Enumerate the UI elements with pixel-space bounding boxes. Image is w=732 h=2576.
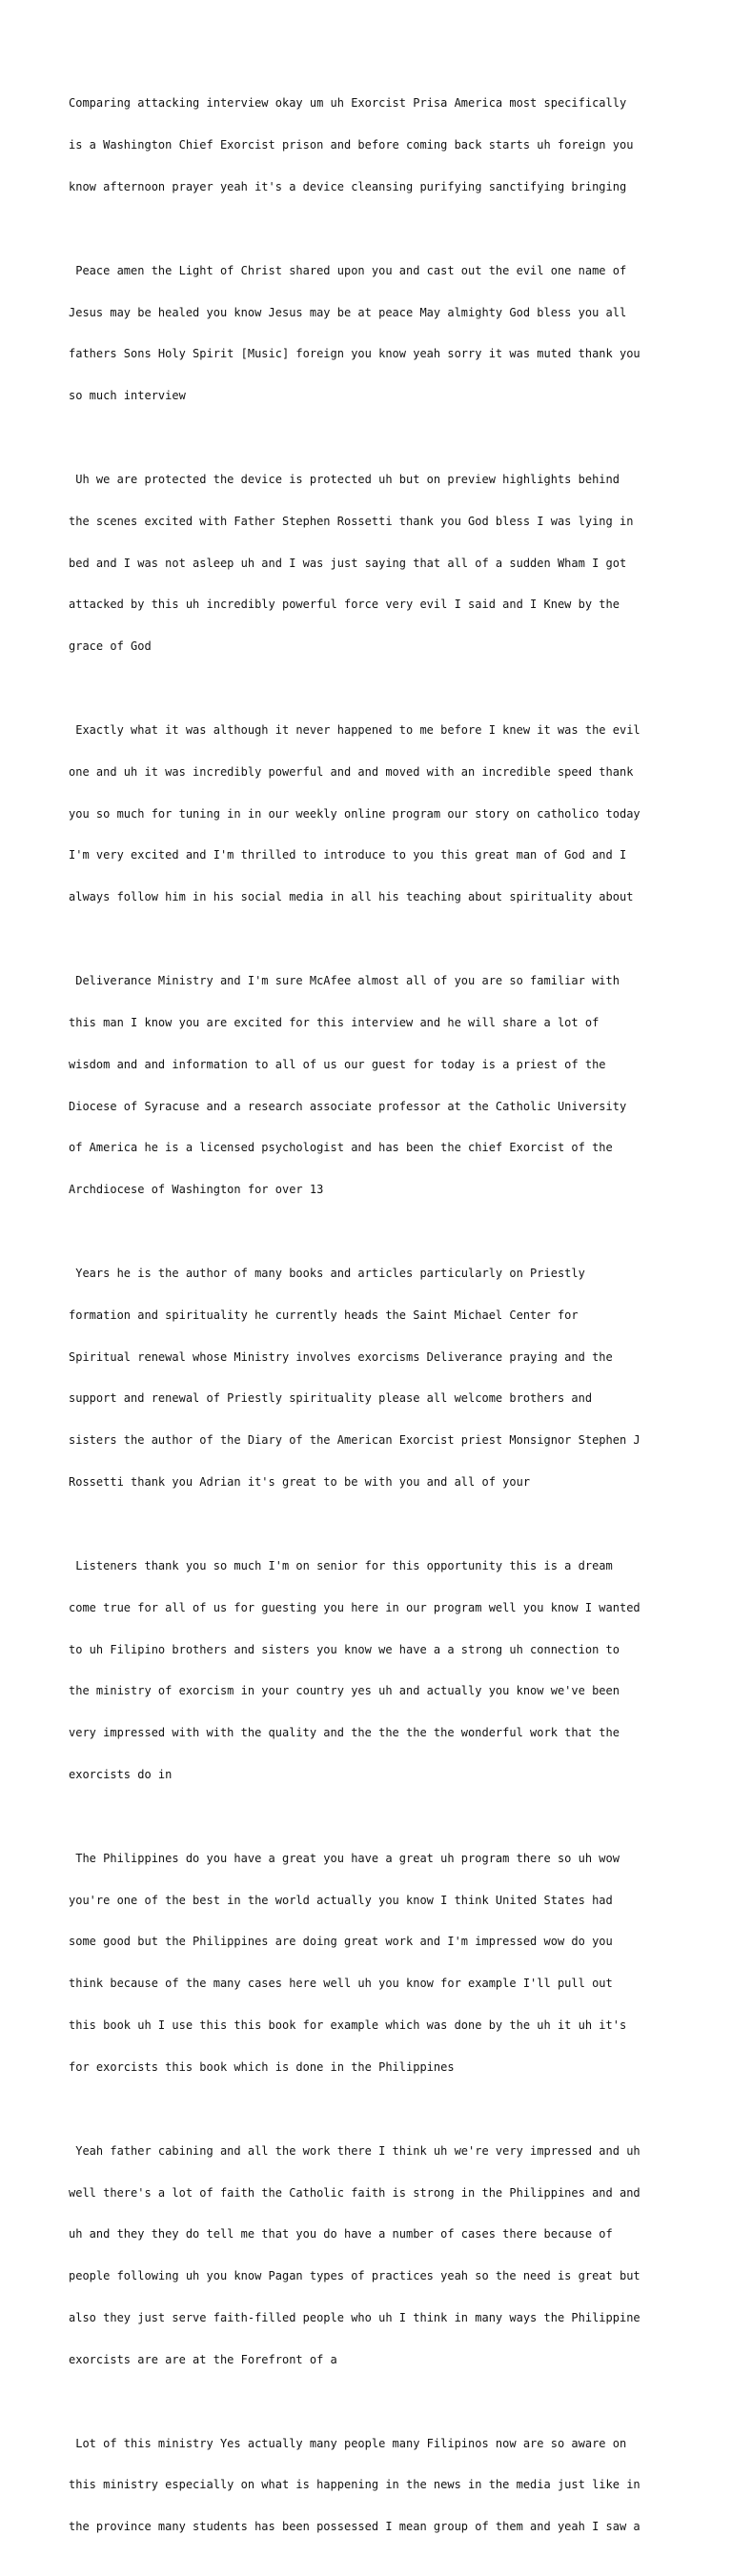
text-line: always follow him in his social media in all his teaching about spirituality about [69, 890, 634, 904]
text-line: fathers Sons Holy Spirit [Music] foreign you know yeah sorry it was muted thank you [69, 347, 640, 361]
paragraph [69, 946, 679, 1225]
paragraph [69, 1239, 679, 1517]
text-line: the ministry of exorcism in your country yes uh and actually you know we've been [69, 1684, 620, 1698]
text-line: to uh Filipino brothers and sisters you know we have a a strong uh connection to [69, 1642, 620, 1656]
text-line: sisters the author of the Diary of the American Exorcist priest Monsignor Stephen J [69, 1433, 640, 1448]
text-line: the scenes excited with Father Stephen Rossetti thank you God bless I was lying in [69, 514, 634, 528]
text-line: Yeah father cabining and all the work there I think uh we're very impressed and uh [69, 2143, 640, 2158]
text-line: people following uh you know Pagan types of practices yeah so the need is great but [69, 2269, 640, 2283]
paragraph [69, 1531, 679, 1810]
document-page [69, 69, 679, 2576]
text-line: exorcists are are at the Forefront of a [69, 2352, 337, 2366]
text-line: exorcists do in [69, 1767, 173, 1781]
text-line: come true for all of us for guesting you here in our program well you know I wanted [69, 1600, 640, 1614]
text-line: Spiritual renewal whose Ministry involves exorcisms Deliverance praying and the [69, 1349, 613, 1364]
text-line: wisdom and and information to all of us our guest for today is a priest of the [69, 1057, 606, 1071]
text-line: also they just serve faith-filled people who uh I think in many ways the Philippine [69, 2310, 640, 2324]
text-line: I'm very excited and I'm thrilled to introduce to you this great man of God and I [69, 848, 627, 862]
text-line: this book uh I use this this book for example which was done by the uh it uh it's [69, 2018, 627, 2032]
text-line: some good but the Philippines are doing great work and I'm impressed wow do you [69, 1935, 613, 1949]
text-line: Comparing attacking interview okay um uh Exorcist Prisa America most specifically [69, 96, 627, 111]
paragraph [69, 1824, 679, 2102]
text-line: this ministry especially on what is happening in the news in the media just like in [69, 2478, 640, 2492]
text-line: for exorcists this book which is done in the Philippines [69, 2059, 455, 2074]
text-line: is a Washington Chief Exorcist prison and before coming back starts uh foreign you [69, 137, 634, 152]
text-line: well there's a lot of faith the Catholic faith is strong in the Philippines and and [69, 2185, 640, 2200]
text-line: you're one of the best in the world actually you know I think United States had [69, 1893, 613, 1907]
text-line: you so much for tuning in in our weekly online program our story on catholico today [69, 806, 640, 821]
text-line: Lot of this ministry Yes actually many people many Filipinos now are so aware on [69, 2436, 627, 2450]
text-line: think because of the many cases here well uh you know for example I'll pull out [69, 1977, 613, 1991]
text-line: Exactly what it was although it never happened to me before I knew it was the evil [69, 723, 640, 738]
text-line: so much interview [69, 389, 186, 403]
text-line: this man I know you are excited for this interview and he will share a lot of [69, 1016, 600, 1029]
text-line: Deliverance Ministry and I'm sure McAfee almost all of you are so familiar with [69, 974, 620, 988]
text-line: Years he is the author of many books and articles particularly on Priestly [69, 1267, 585, 1281]
text-line: of America he is a licensed psychologist and has been the chief Exorcist of the [69, 1141, 613, 1155]
text-line: support and renewal of Priestly spirituality please all welcome brothers and [69, 1391, 593, 1406]
text-line: one and uh it was incredibly powerful and and moved with an incredible speed thank [69, 764, 634, 779]
text-line: bed and I was not asleep uh and I was just saying that all of a sudden Wham I got [69, 556, 627, 570]
text-line: Archdiocese of Washington for over 13 [69, 1183, 324, 1197]
text-line: Rossetti thank you Adrian it's great to be with you and all of your [69, 1475, 531, 1489]
text-line: attacked by this uh incredibly powerful force very evil I said and I Knew by the [69, 598, 620, 612]
text-line: uh and they they do tell me that you do have a number of cases there because of [69, 2227, 613, 2241]
paragraph [69, 236, 679, 431]
text-line: the province many students has been possessed I mean group of them and yeah I saw a [69, 2520, 640, 2534]
paragraph [69, 445, 679, 681]
text-line: formation and spirituality he currently heads the Saint Michael Center for [69, 1308, 579, 1322]
text-line: Diocese of Syracuse and a research associate professor at the Catholic University [69, 1099, 627, 1113]
text-line: know afternoon prayer yeah it's a device cleansing purifying sanctifying bringing [69, 179, 627, 193]
text-line: The Philippines do you have a great you have a great uh program there so uh wow [69, 1851, 620, 1865]
paragraph [69, 696, 679, 932]
text-line: very impressed with with the quality and the the the the wonderful work that the [69, 1726, 620, 1740]
text-line: Uh we are protected the device is protected uh but on preview highlights behind [69, 473, 620, 487]
text-line: grace of God [69, 639, 152, 654]
text-line: Listeners thank you so much I'm on senior for this opportunity this is a dream [69, 1558, 613, 1572]
paragraph [69, 2408, 679, 2562]
paragraph [69, 2117, 679, 2395]
text-line: Peace amen the Light of Christ shared upon you and cast out the evil one name of [69, 263, 627, 277]
paragraph [69, 69, 679, 222]
text-line: Jesus may be healed you know Jesus may be at peace May almighty God bless you all [69, 305, 627, 319]
